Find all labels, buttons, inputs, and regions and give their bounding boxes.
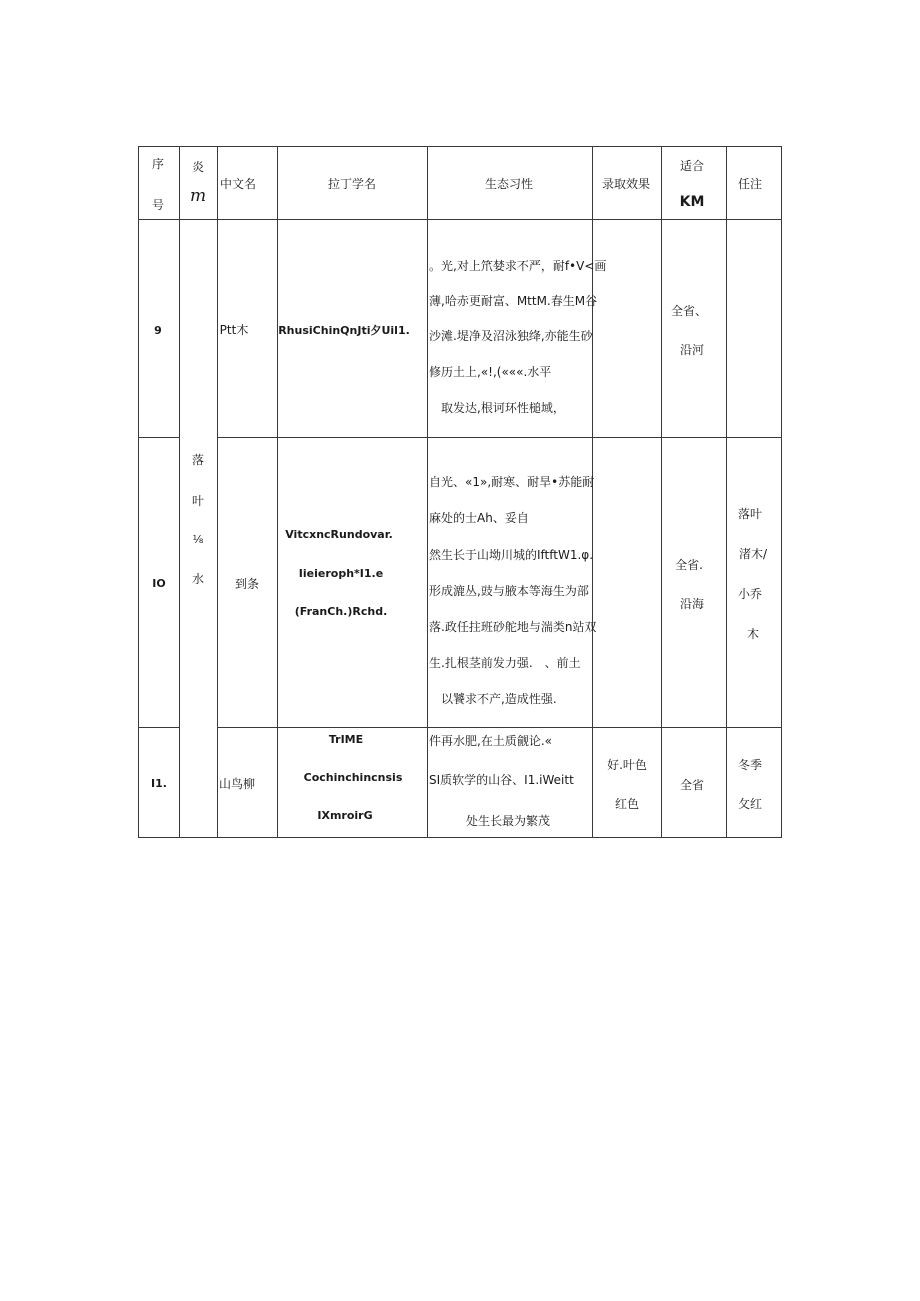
header-note: 任注 (737, 177, 763, 191)
row-10-suit-line2: 沿海 (679, 597, 705, 611)
header-latin-name: 拉丁学名 (327, 177, 377, 191)
table-border-bottom (138, 837, 782, 838)
row-10-ecology-line6: 生.扎根茎前发力强. 、前土 (429, 656, 581, 670)
row-9-chinese-name: Ptt木 (219, 323, 249, 337)
row-11-suit: 全省 (679, 778, 705, 792)
row-9-ecology-line1: 。光,对上笊婪求不严，耐f•V<画 (429, 259, 607, 273)
row-11-ecology-line2: SI质软学的山谷、I1.iWeitt (429, 773, 574, 787)
row-11-effect-line1: 好.叶色 (607, 758, 647, 772)
col-divider-cn (217, 146, 218, 838)
header-seq-line1: 序 (151, 157, 165, 171)
row-10-latin-line3: (FranCh.)Rchd. (294, 605, 388, 618)
row-10-latin-line2: Iieieroph*I1.e (298, 567, 384, 580)
row-11-latin-line3: IXmroirG (317, 809, 373, 822)
col-divider-suit (661, 146, 662, 838)
type-group-line3: ⅛ (192, 533, 204, 546)
row-10-bottom-right (217, 727, 782, 728)
row-9-latin-name: RhusiChinQnJti夕Uil1. (278, 324, 410, 337)
row-11-ecology-line3: 处生长最为繁茂 (466, 814, 551, 828)
row-9-ecology-line4: 修历土上,«!,(«««.水平 (429, 365, 552, 379)
row-11-chinese-name: 山鸟柳 (218, 777, 256, 791)
row-11-latin-line1: TrIME (328, 733, 364, 746)
row-10-ecology-line4: 形成漉丛,豉与腋本等海生为部 (429, 584, 589, 598)
row-11-latin-line2: Cochinchincnsis (303, 771, 403, 784)
row-10-chinese-name: 到条 (234, 577, 260, 591)
row-9-bottom-left (138, 437, 180, 438)
row-9-suit-line2: 沿河 (679, 343, 705, 357)
row-10-latin-line1: VitcxncRundovar. (285, 528, 393, 541)
row-11-seq: I1. (151, 777, 167, 790)
col-divider-latin (277, 146, 278, 838)
col-divider-effect (592, 146, 593, 838)
type-group-line2: 叶 (191, 494, 205, 508)
row-11-note-line1: 冬季 (737, 758, 763, 772)
row-9-ecology-line3: 沙滩.堤净及沼泳独绛,亦能生砂 (429, 329, 593, 343)
row-10-ecology-line3: 然生长于山坳川城的IftftW1.φ. (429, 548, 594, 562)
row-10-seq: IO (152, 577, 166, 590)
row-10-ecology-line5: 落.政任拄班砂舵地与湍类n站双 (429, 620, 597, 634)
row-10-suit-line1: 全省. (675, 558, 703, 572)
row-10-ecology-line2: 麻处的士Ah、妥自 (429, 511, 529, 525)
type-group-line4: 水 (191, 572, 205, 586)
row-10-ecology-line7: 以饕求不产,造成性强. (441, 692, 557, 706)
row-10-note-line4: 木 (746, 627, 760, 641)
row-10-note-line3: 小乔 (737, 587, 763, 601)
row-11-note-line2: 攵红 (737, 797, 763, 811)
row-11-ecology-line1: 件再水肥,在土质觎论.« (429, 734, 552, 748)
row-10-note-line2: 渚木/ (738, 547, 768, 561)
row-10-ecology-line1: 自光、«1»,耐寒、耐旱•苏能耐 (429, 475, 595, 489)
col-divider-type (179, 146, 180, 838)
row-9-suit-line1: 全省、 (670, 304, 708, 318)
row-9-bottom-right (217, 437, 782, 438)
header-bottom-line (138, 219, 782, 220)
header-type-line1: 炎 (191, 160, 205, 174)
table-border-top (138, 146, 782, 147)
header-type-line2: m (189, 186, 207, 206)
table-border-left (138, 146, 139, 838)
header-ecology: 生态习性 (484, 177, 534, 191)
row-10-bottom-left (138, 727, 180, 728)
col-divider-ecology (427, 146, 428, 838)
row-11-effect-line2: 红色 (614, 797, 640, 811)
row-9-ecology-line5: 取发达,根诃环性槌域， (441, 401, 565, 415)
row-9-ecology-line2: 薄,哈赤更耐富、MttM.春生M谷 (429, 294, 598, 308)
header-seq-line2: 号 (151, 198, 165, 212)
type-group-line1: 落 (191, 453, 205, 467)
table-border-right (781, 146, 782, 838)
row-10-note-line1: 落叶 (737, 507, 763, 521)
header-suit-line1: 适合 (679, 159, 705, 173)
row-9-seq: 9 (154, 324, 162, 337)
col-divider-note (726, 146, 727, 838)
header-effect: 录取效果 (601, 177, 651, 191)
header-chinese-name: 中文名 (219, 177, 257, 191)
header-suit-line2: KM (679, 194, 705, 210)
